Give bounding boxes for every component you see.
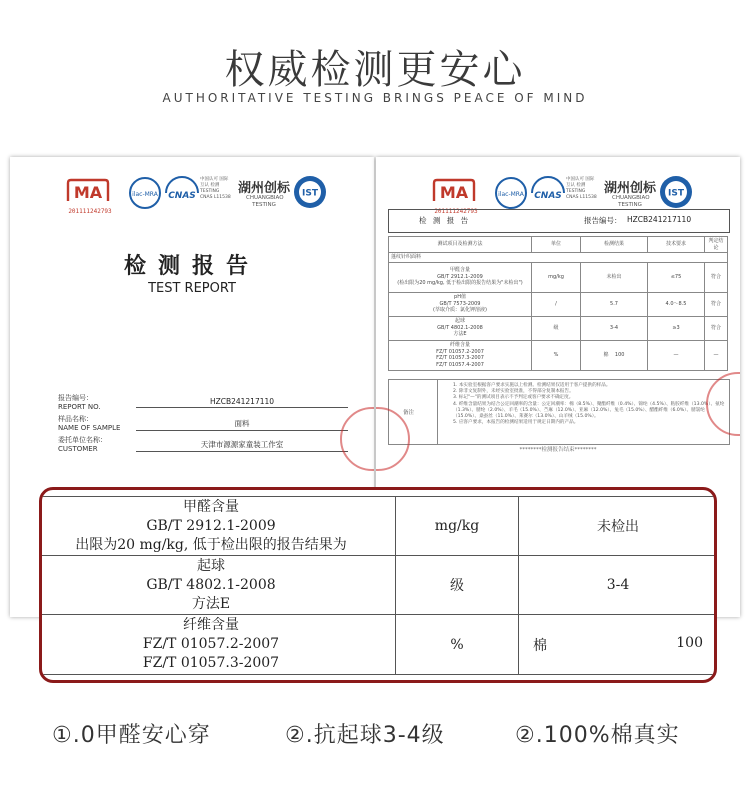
note-line: 5. 应客户要求，本报告的检测结果适用于规定日期内的产品。 — [453, 420, 579, 426]
customer-value: 天津市源源家童装工作室 — [136, 439, 348, 452]
cell-verdict: 符合 — [705, 316, 728, 340]
report-title-cn: 检测报告 — [123, 253, 260, 279]
customer-label: 委托单位名称： CUSTOMER — [58, 436, 107, 453]
notes-text — [453, 383, 725, 426]
col-header: 测试项目及检测方法 — [389, 237, 532, 253]
zoomed-results-panel — [39, 487, 717, 683]
item-line: FZ/T 01057.3-2007 — [142, 655, 280, 671]
item-line: 出限为20 mg/kg, 低于检出限的报告结果为 — [75, 536, 347, 553]
ist-logo-icon — [292, 174, 328, 210]
cma-logo-text: MA — [73, 183, 103, 202]
cell-result: 棉 100 — [581, 340, 648, 370]
item-line: 甲醛含量 — [183, 498, 239, 515]
fiber-result-cell — [519, 615, 718, 675]
cell-requirement: 4.0～8.5 — [648, 292, 705, 316]
item-line: FZ/T 01057.2-2007 — [142, 636, 280, 652]
cell-unit: mg/kg — [532, 262, 581, 292]
cell-verdict: — — [705, 340, 728, 370]
fiber-unit-cell: % — [396, 615, 519, 675]
cell-item: 纤维含量 FZ/T 01057.2-2007 FZ/T 01057.3-2007 FZ/T 01057.4-2007 — [389, 340, 532, 370]
item-line: GB/T 2912.1-2009 — [146, 517, 276, 534]
col-header: 判定结论 — [705, 237, 728, 253]
report-no-row — [58, 394, 348, 416]
customer-row — [58, 436, 348, 458]
col-header: 检测结果 — [581, 237, 648, 253]
table-row — [389, 316, 728, 340]
cell-item: 起球 GB/T 4802.1-2008 方法E — [389, 316, 532, 340]
cnas-logo-icon — [528, 176, 568, 210]
sample-name-label: 样品名称： NAME OF SAMPLE — [58, 415, 121, 432]
table-row — [389, 292, 728, 316]
cma-number: 201111242793 — [68, 208, 112, 215]
cell-requirement: ≤75 — [648, 262, 705, 292]
notes-label: 备注 — [403, 410, 415, 416]
notes-divider — [437, 380, 438, 444]
cert-logos — [10, 171, 374, 221]
pilling-result-cell: 3-4 — [519, 556, 718, 615]
pilling-item-cell — [39, 556, 396, 615]
report-header-box — [388, 209, 730, 233]
table-row — [39, 497, 717, 556]
report-end-mark: ********检测报告结束******** — [519, 447, 597, 453]
cell-verdict: 符合 — [705, 292, 728, 316]
cma-logo-icon — [431, 178, 477, 204]
table-row — [39, 556, 717, 615]
cell-item: 甲醛含量 GB/T 2912.1-2009 (检出限为20 mg/kg, 低于检出限的报告结果为"未检出") — [389, 262, 532, 292]
cell-result: 5.7 — [581, 292, 648, 316]
fiber-item-cell — [39, 615, 396, 675]
ist-logo-text: IST — [302, 188, 318, 199]
table-row — [389, 340, 728, 370]
col-header: 技术要求 — [648, 237, 705, 253]
note-line: 2. 除非文复制外，未经实验室批准，不得部分复制本报告。 — [453, 389, 574, 395]
report-no-label: 报告编号： — [584, 216, 622, 225]
sample-name-value: 面料 — [136, 418, 348, 431]
cell-result: 未检出 — [581, 262, 648, 292]
item-line: 方法E — [191, 595, 231, 612]
pilling-unit-cell: 级 — [396, 556, 519, 615]
cell-item: pH值 GB/T 7573-2009 (萃取介质：氯化钾溶液) — [389, 292, 532, 316]
cell-result: 3-4 — [581, 316, 648, 340]
cell-unit: % — [532, 340, 581, 370]
ist-logo-icon — [658, 174, 694, 210]
zoomed-results-table — [39, 496, 717, 675]
cell-requirement: — — [648, 340, 705, 370]
cnas-small-text: 中国认可 国际互认 检测 TESTING CNAS L11538 — [200, 177, 231, 200]
results-table — [388, 236, 728, 371]
caption-pilling: ②.抗起球3-4级 — [285, 723, 445, 748]
note-line: 1. 本实验室根据客户要求实施以上检测。检测结果仅适用于客户提供的样品。 — [453, 383, 611, 388]
cnas-small-text: 中国认可 国际互认 检测 TESTING CNAS L11538 — [566, 177, 597, 200]
cma-logo-text: MA — [439, 183, 469, 202]
cell-requirement: ≥3 — [648, 316, 705, 340]
ilac-logo-text: ilac-MRA — [498, 191, 524, 198]
cnas-logo-text: CNAS — [168, 191, 196, 201]
ilac-logo-text: ilac-MRA — [132, 191, 158, 198]
notes-box — [388, 379, 730, 445]
fiber-result-value: 100 — [676, 635, 703, 651]
cell-unit: 级 — [532, 316, 581, 340]
table-group-row — [389, 253, 728, 263]
table-row — [389, 262, 728, 292]
formaldehyde-item-cell — [39, 497, 396, 556]
report-no-value: HZCB241217110 — [627, 215, 692, 224]
report-title-en: TEST REPORT — [148, 281, 236, 296]
ist-logo-text: IST — [668, 188, 684, 199]
formaldehyde-result-cell: 未检出 — [519, 497, 718, 556]
cma-number: 201111242793 — [434, 208, 478, 215]
caption-formaldehyde: ①.0甲醛安心穿 — [52, 723, 211, 748]
cnas-logo-icon — [162, 176, 202, 210]
lab-name-en: CHUANGBIAO TESTING — [246, 195, 284, 208]
table-row — [39, 615, 717, 675]
formaldehyde-unit-cell: mg/kg — [396, 497, 519, 556]
report-no-value: HZCB241217110 — [136, 397, 348, 408]
item-line: 起球 — [197, 557, 225, 574]
lab-name: 湖州创标 — [238, 181, 291, 196]
col-header: 单位 — [532, 237, 581, 253]
note-line: 3. 标记"—"的测试项目表示不予判定或客户要求不确定度。 — [453, 395, 574, 401]
group-label: 蓬纹针织面料 — [389, 253, 728, 263]
cnas-logo-text: CNAS — [534, 191, 562, 201]
table-header-row — [389, 237, 728, 253]
lab-name-en: CHUANGBIAO TESTING — [612, 195, 650, 208]
ilac-mra-icon — [128, 176, 162, 210]
note-line: 4. 纤维含量结果为结合公定回潮率的含量：公定回潮率：棉（8.5%）、聚酯纤维（0.4%）、锦纶（4.5%）、粘胶纤维（13.0%）、氨纶（1.3%）、腈纶（2.0%）、羊毛（15.0%）、苎麻（12.0%）、亚麻（12.0%）、兔毛（15.0%）、醋酯纤维（6.0%）、腈氯纶（15.0%）、桑蚕丝（11.0%）、莱赛尔（13.0%）、山羊绒（15.0%）。 — [453, 401, 725, 420]
report-heading: 检 测 报 告 — [419, 216, 471, 225]
page-title: 权威检测更安心 — [224, 47, 526, 93]
report-no-label: 报告编号： REPORT NO. — [58, 394, 101, 411]
item-line: 纤维含量 — [183, 617, 239, 633]
ilac-mra-icon — [494, 176, 528, 210]
item-line: GB/T 4802.1-2008 — [146, 576, 276, 593]
caption-cotton: ②.100%棉真实 — [515, 723, 680, 748]
cma-logo-icon — [65, 178, 111, 204]
page-subtitle: AUTHORITATIVE TESTING BRINGS PEACE OF MIND — [162, 91, 588, 105]
cell-verdict: 符合 — [705, 262, 728, 292]
fiber-result-label: 棉 — [533, 638, 547, 654]
cell-unit: / — [532, 292, 581, 316]
sample-name-row — [58, 415, 348, 437]
lab-name: 湖州创标 — [604, 181, 657, 196]
